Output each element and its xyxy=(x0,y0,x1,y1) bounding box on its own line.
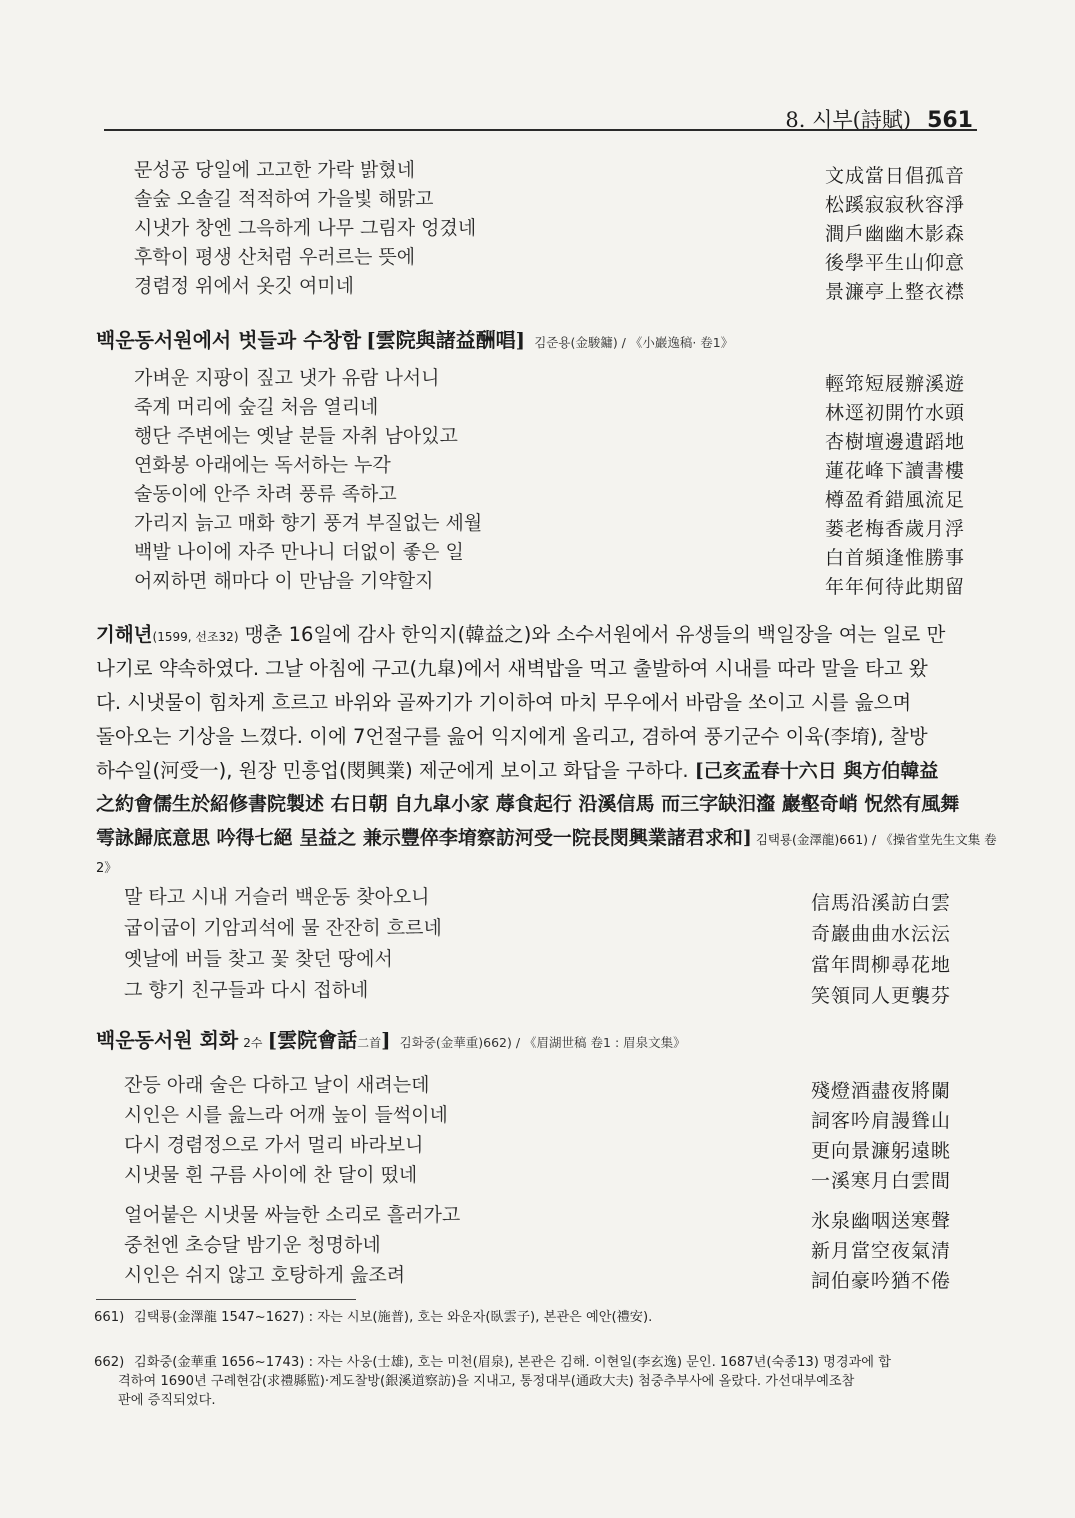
hanja-verse: 文成當日倡孤音 xyxy=(824,165,965,187)
hanja-verse: 林逕初開竹水頭 xyxy=(824,402,965,424)
hanja-verse: 蒌老梅香歲月浮 xyxy=(824,518,965,540)
korean-verse: 행단 주변에는 옛날 분들 자취 남아있고 xyxy=(134,425,458,447)
hanja-verse: 年年何待此期留 xyxy=(824,576,965,598)
hanja-verse: 樽盈肴錯風流足 xyxy=(824,489,965,511)
hanja-verse: 當年問柳尋花地 xyxy=(810,954,951,976)
poem-title-4 xyxy=(96,1024,686,1053)
hanja-verse: 詞客吟肩謾聳山 xyxy=(810,1110,951,1132)
korean-verse: 잔등 아래 술은 다하고 날이 새려는데 xyxy=(124,1074,430,1096)
title-hanja: [雲院會話 xyxy=(267,1028,358,1052)
prose-hanja: 雩詠歸底意思 吟得七絕 呈益之 兼示豐倅李堉察訪河受一院長閔興業諸君求和] xyxy=(96,827,752,849)
footnote-text: 김택룡(金澤龍 1547~1627) : 자는 시보(施普), 호는 와운자(臥雲子), 본관은 예안(禮安). xyxy=(134,1310,653,1325)
header-rule xyxy=(104,129,977,131)
poem-line xyxy=(0,479,1075,511)
poem-2 xyxy=(0,363,1075,598)
title-source: 김화중(金華重)662) / 《眉湖世稿 卷1 : 眉泉文集》 xyxy=(399,1035,686,1050)
hanja-verse: 更向景濂躬遠眺 xyxy=(810,1140,951,1162)
prose-paragraph xyxy=(96,619,997,879)
poem-line xyxy=(0,1130,1075,1160)
korean-verse: 중천엔 초승달 밤기운 청명하네 xyxy=(124,1234,381,1256)
korean-verse: 굽이굽이 기암괴석에 물 잔잔히 흐르네 xyxy=(124,917,442,939)
korean-verse: 그 향기 친구들과 다시 접하네 xyxy=(124,979,369,1001)
poem-line xyxy=(0,566,1075,598)
korean-verse: 시냇물 흰 구름 사이에 찬 달이 떴네 xyxy=(124,1164,418,1186)
korean-verse: 어찌하면 해마다 이 만남을 기약할지 xyxy=(134,570,434,592)
hanja-verse: 詞伯豪吟猶不倦 xyxy=(810,1270,951,1292)
poem-line xyxy=(0,242,1075,274)
poem-line xyxy=(0,1160,1075,1190)
hanja-verse: 新月當空夜氣清 xyxy=(810,1240,951,1262)
poem-line xyxy=(0,363,1075,395)
poem-line xyxy=(0,421,1075,453)
poem-1 xyxy=(0,155,1075,303)
poem-3 xyxy=(0,882,1075,1006)
footnote-number: 662) xyxy=(94,1355,125,1370)
prose-line: 돌아오는 기상을 느꼈다. 이에 7언절구를 읊어 익지에게 올리고, 겸하여 풍기군수 이육(李堉), 찰방 xyxy=(96,725,928,748)
poem-line xyxy=(0,184,1075,216)
footnote-662 xyxy=(94,1353,964,1410)
hanja-verse: 後學平生山仰意 xyxy=(824,252,965,274)
hanja-verse: 氷泉幽咽送寒聲 xyxy=(810,1210,951,1232)
poem-line xyxy=(0,1070,1075,1100)
prose-line xyxy=(96,823,997,857)
footnote-text: 판에 증직되었다. xyxy=(118,1393,216,1408)
title-hanja-small: 二首 xyxy=(357,1036,382,1050)
prose-line xyxy=(96,619,966,653)
korean-verse: 죽계 머리에 숲길 처음 열리네 xyxy=(134,396,379,418)
title-source: 김준용(金駿鏞) / 《小巖逸稿· 卷1》 xyxy=(534,335,734,350)
poem-line xyxy=(0,155,1075,187)
hanja-verse: 澗戶幽幽木影森 xyxy=(824,223,965,245)
footnote-661 xyxy=(94,1308,964,1327)
poem-title-2 xyxy=(96,324,733,353)
title-korean: 백운동서원 회화 xyxy=(96,1028,239,1052)
korean-verse: 술동이에 안주 차려 풍류 족하고 xyxy=(134,483,397,505)
prose-hanja: [己亥孟春十六日 與方伯韓益 xyxy=(694,760,939,782)
prose-line: 다. 시냇물이 힘차게 흐르고 바위와 골짜기가 기이하여 마치 무우에서 바람을 쏘이고 시를 읊으며 xyxy=(96,691,912,714)
poem-line xyxy=(0,213,1075,245)
korean-verse: 연화봉 아래에는 독서하는 누각 xyxy=(134,454,391,476)
title-hanja: [雲院與諸益酬唱] xyxy=(366,328,526,352)
section-title: 8. 시부(詩賦) xyxy=(785,108,912,132)
hanja-verse: 信馬沿溪訪白雲 xyxy=(810,892,951,914)
poem-line xyxy=(0,944,1075,975)
hanja-verse: 笑領同人更襲芬 xyxy=(810,985,951,1007)
korean-verse: 가벼운 지팡이 짚고 냇가 유람 나서니 xyxy=(134,367,440,389)
prose-hanja: 之約會儒生於紹修書院製述 右日朝 自九皐小家 蓐食起行 沿溪信馬 而三字缺汨瀣 巖壑奇峭 怳然有風舞 xyxy=(96,793,960,815)
hanja-verse: 白首頻逢惟勝事 xyxy=(824,547,965,569)
poem-line xyxy=(0,537,1075,569)
hanja-verse: 奇巖曲曲水沄沄 xyxy=(810,923,951,945)
poem-line xyxy=(0,508,1075,540)
korean-verse: 다시 경렴정으로 가서 멀리 바라보니 xyxy=(124,1134,424,1156)
korean-verse: 백발 나이에 자주 만나니 더없이 좋은 일 xyxy=(134,541,464,563)
poem-line xyxy=(0,1100,1075,1130)
prose-line: 나기로 약속하였다. 그날 아침에 구고(九皐)에서 새벽밥을 먹고 출발하여 시내를 따라 말을 타고 왔 xyxy=(96,657,928,680)
poem-line xyxy=(0,450,1075,482)
footnote-text: 격하여 1690년 구례현감(求禮縣監)·계도찰방(銀溪道察訪)을 지내고, 통정대부(通政大夫) 첨중추부사에 올랐다. 가선대부예조참 xyxy=(118,1374,855,1389)
poem-line xyxy=(0,392,1075,424)
prose-text: 맹춘 16일에 감사 한익지(韓益之)와 소수서원에서 유생들의 백일장을 여는 일로 만 xyxy=(238,623,946,646)
korean-verse: 솔숲 오솔길 적적하여 가을빛 해맑고 xyxy=(134,188,434,210)
korean-verse: 가리지 늙고 매화 향기 풍겨 부질없는 세월 xyxy=(134,512,483,534)
korean-verse: 말 타고 시내 거슬러 백운동 찾아오니 xyxy=(124,886,430,908)
prose-source: 김택룡(金澤龍)661) / 《操省堂先生文集 卷 xyxy=(751,832,997,847)
poem-line xyxy=(0,271,1075,303)
title-count: 2수 xyxy=(243,1036,263,1050)
prose-year-note: (1599, 선조32) xyxy=(152,630,239,644)
footnote-text: 김화중(金華重 1656~1743) : 자는 사웅(士雄), 호는 미천(眉泉), 본관은 김해. 이현일(李玄逸) 문인. 1687년(숙종13) 명경과에 합 xyxy=(134,1355,891,1370)
poem-line xyxy=(0,975,1075,1006)
hanja-verse: 杏樹壇邊遺蹈地 xyxy=(824,431,965,453)
footnote-rule xyxy=(96,1299,356,1300)
poem-4-part-2 xyxy=(0,1200,1075,1290)
prose-line xyxy=(96,789,966,823)
korean-verse: 후학이 평생 산처럼 우러르는 뜻에 xyxy=(134,246,416,268)
poem-line xyxy=(0,913,1075,944)
poem-4-part-1 xyxy=(0,1070,1075,1190)
korean-verse: 문성공 당일에 고고한 가락 밝혔네 xyxy=(134,159,416,181)
hanja-verse: 一溪寒月白雲間 xyxy=(810,1170,951,1192)
hanja-verse: 蓮花峰下讀書樓 xyxy=(824,460,965,482)
korean-verse: 경렴정 위에서 옷깃 여미네 xyxy=(134,275,355,297)
title-korean: 백운동서원에서 벗들과 수창함 xyxy=(96,328,362,352)
korean-verse: 시인은 시를 읊느라 어깨 높이 들썩이네 xyxy=(124,1104,448,1126)
hanja-verse: 輕筇短屐辦溪遊 xyxy=(824,373,965,395)
page-number: 561 xyxy=(927,108,973,133)
korean-verse: 옛날에 버들 찾고 꽃 찾던 땅에서 xyxy=(124,948,393,970)
korean-verse: 시인은 쉬지 않고 호탕하게 읊조려 xyxy=(124,1264,406,1286)
hanja-verse: 景濂亭上整衣襟 xyxy=(824,281,965,303)
prose-year: 기해년 xyxy=(96,623,153,646)
prose-line xyxy=(96,755,966,789)
prose-line: 2》 xyxy=(96,861,118,876)
hanja-verse: 殘燈酒盡夜將闌 xyxy=(810,1080,951,1102)
korean-verse: 얼어붙은 시냇물 싸늘한 소리로 흘러가고 xyxy=(124,1204,461,1226)
footnote-number: 661) xyxy=(94,1310,125,1325)
hanja-verse: 松蹊寂寂秋容淨 xyxy=(824,194,965,216)
poem-line xyxy=(0,1260,1075,1290)
title-hanja-close: ] xyxy=(381,1028,391,1052)
prose-text: 하수일(河受一), 원장 민흥업(閔興業) 제군에게 보이고 화답을 구하다. xyxy=(96,759,695,782)
poem-line xyxy=(0,882,1075,913)
poem-line xyxy=(0,1230,1075,1260)
poem-line xyxy=(0,1200,1075,1230)
korean-verse: 시냇가 창엔 그윽하게 나무 그림자 엉겼네 xyxy=(134,217,477,239)
